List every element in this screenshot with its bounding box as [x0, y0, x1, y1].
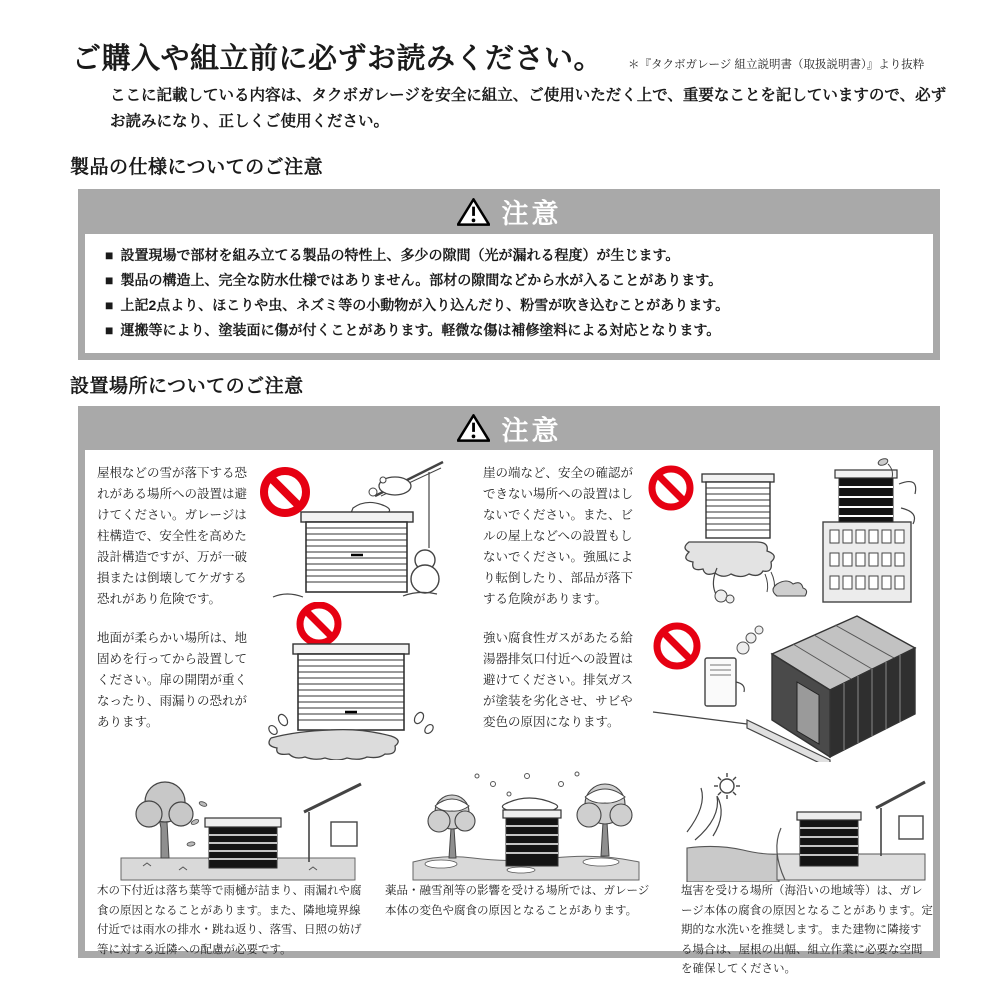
list-item: ■ 製品の構造上、完全な防水仕様ではありません。部材の隙間などから水が入ることがあります。: [105, 272, 723, 288]
caution-box-location: [78, 406, 940, 975]
warning-triangle-icon: [457, 413, 490, 443]
snowman: [411, 550, 439, 593]
sun-icon: [714, 773, 740, 799]
illustration-water-heater-exhaust-gas: [647, 602, 925, 762]
illustration-cliff-edge-and-building-rooftop: [647, 456, 925, 604]
garage-dark: [205, 818, 281, 868]
garage-on-building: [823, 457, 916, 602]
intro-paragraph: ここに記載している内容は、タクボガレージを安全に組立、ご使用いただく上で、重要なことを記していますので、必ずお読みになり、正しくご使用ください。: [110, 87, 947, 130]
snowy-tree: [428, 795, 475, 858]
caution-label: 注意: [501, 199, 562, 229]
illustration-snow-and-melting-agent: [401, 768, 651, 882]
caution-box-product-spec: [78, 189, 940, 360]
falling-snow: [351, 477, 411, 513]
garage: [301, 512, 413, 592]
warning-text: 屋根などの雪が落下する恐れがある場所への設置は避けてください。ガレージは柱構造で、安全性を高めた設計構造ですが、万が一破損または倒壊してケガする恐れがあり危険です。: [97, 466, 248, 606]
house: [304, 784, 361, 862]
warning-text: 崖の端など、安全の確認ができない場所への設置はしないでください。また、ビルの屋上などへの設置もしないでください。強風により転倒したり、部品が落下する危険があります。: [483, 466, 634, 606]
caution-header: [85, 406, 933, 450]
illustration-tree-fallen-leaves: [113, 770, 363, 882]
list-item: ■ 運搬等により、塗装面に傷が付くことがあります。軽微な傷は補修塗料による対応となります。: [105, 322, 721, 338]
snowflakes: [475, 772, 579, 796]
snowy-tree: [577, 784, 632, 856]
no-entry-icon: [652, 469, 690, 507]
caution-body: [85, 450, 933, 975]
source-note: ＊『タクボガレージ 組立説明書（取扱説明書）』より抜粋: [628, 59, 925, 71]
no-entry-icon: [264, 471, 306, 513]
illustration-snow-falling-from-upper-roof: [253, 456, 445, 604]
warning-caption: 木の下付近は落ち葉等で雨樋が詰まり、雨漏れや腐食の原因となることがあります。また、隣地境界線付近では雨水の排水・跳ね返り、落雪、日照の妨げ等に対する近隣への配慮が必要です。: [97, 885, 362, 956]
warning-text: 地面が柔らかい場所は、地固めを行ってから設置してください。扉の開閉が重くなったり、雨漏りの恐れがあります。: [97, 631, 248, 729]
tree: [136, 782, 193, 858]
no-entry-icon: [657, 626, 697, 666]
page-title: ご購入や組立前に必ずお読みください。: [72, 43, 604, 75]
warning-triangle-icon: [457, 197, 490, 227]
water-heater: [705, 626, 763, 706]
warning-text: 強い腐食性ガスがあたる給湯器排気口付近への設置は避けてください。排気ガスが塗装を劣化させ、サビや変色の原因になります。: [483, 631, 634, 729]
list-item: ■ 設置現場で部材を組み立てる製品の特性上、多少の隙間（光が漏れる程度）が生じます。: [105, 247, 680, 263]
garage: [293, 644, 409, 730]
list-item: ■ 上記2点より、ほこりや虫、ネズミ等の小動物が入り込んだり、粉雪が吹き込むことがあります。: [105, 297, 730, 313]
warning-caption: 薬品・融雪剤等の影響を受ける場所では、ガレージ本体の変色や腐食の原因となることがあります。: [385, 885, 650, 917]
section-heading-product-spec: 製品の仕様についてのご注意: [70, 157, 324, 178]
caution-label: 注意: [501, 415, 562, 446]
warning-caption: 塩害を受ける場所（海沿いの地域等）は、ガレージ本体の腐食の原因となることがあります。定期的な水洗いを推奨します。また建物に隣接する場合は、屋根の出幅、組立作業に必要な空間を確保してください。: [681, 885, 933, 975]
illustration-soft-ground-sinking: [253, 602, 445, 760]
caution-header: [85, 189, 933, 234]
garage-dark: [797, 812, 861, 866]
caution-body: [85, 234, 933, 353]
illustration-seaside-salt-damage: [685, 770, 927, 882]
no-entry-icon: [300, 605, 338, 643]
garage-dark-snowcap: [502, 798, 561, 866]
section-heading-location: 設置場所についてのご注意: [70, 376, 304, 397]
house: [876, 782, 925, 856]
garage-on-cliff: [685, 474, 807, 603]
